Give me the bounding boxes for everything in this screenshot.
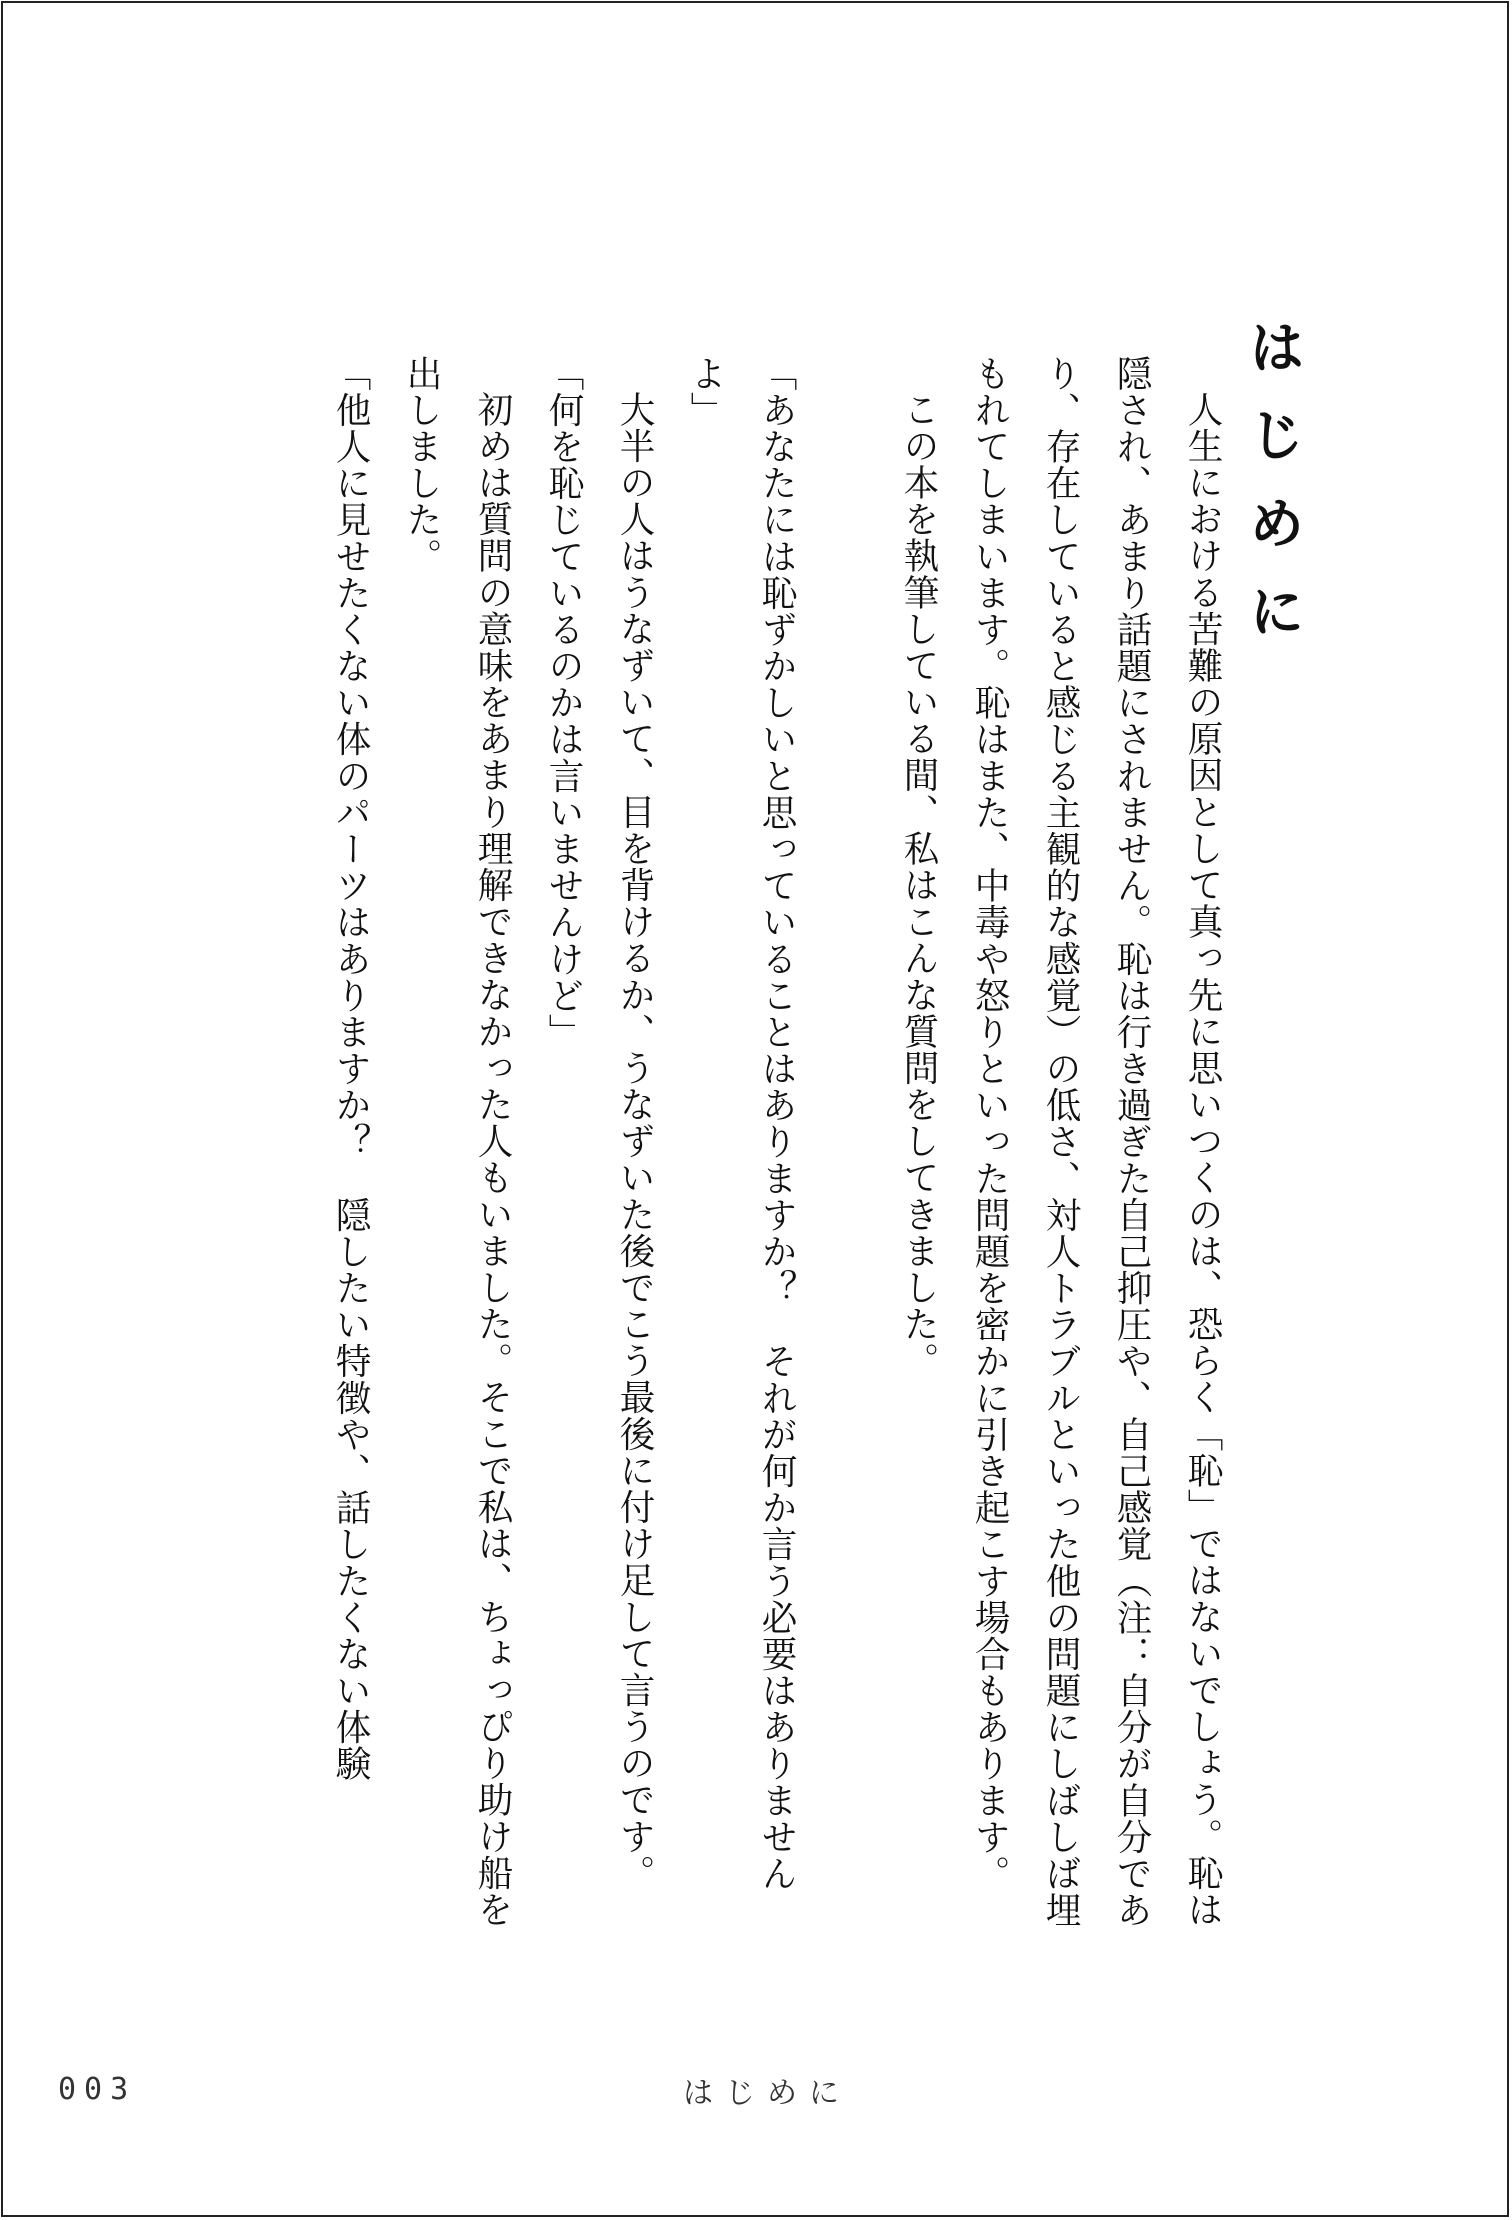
page-number: 003 (58, 2072, 137, 2107)
paragraph: 初めは質問の意味をあまり理解できなかった人もいました。そこで私は、ちょっぴり助け船を出しました。 (401, 355, 513, 1928)
body-text (158, 355, 1238, 1935)
quote-paragraph: 「他人に見せたくない体のパーツはありますか？ 隠したい特徴や、話したくない体験 (330, 355, 371, 1783)
paragraph: 人生における苦難の原因として真っ先に思いつくのは、恐らく「恥」ではないでしょう。恥は隠され、あまり話題にされません。恥は行き過ぎた自己抑圧や、自己感覚（注：自分が自分であり、存在していると感じる主観的な感覚）の低さ、対人トラブルといった他の問題にしばしば埋もれてしまいます。恥はまた、中毒や怒りといった問題を密かに引き起こす場合もあります。 (969, 355, 1223, 1929)
paragraph: 大半の人はうなずいて、目を背けるか、うなずいた後でこう最後に付け足して言うのです。 (614, 390, 655, 1891)
paragraph: この本を執筆している間、私はこんな質問をしてきました。 (898, 390, 939, 1379)
quote-paragraph: 「あなたには恥ずかしいと思っていることはありますか？ それが何か言う必要はありませんよ」 (685, 355, 797, 1892)
chapter-title: はじめに (1240, 318, 1305, 670)
quote-paragraph: 「何を恥じているのかは言いませんけど」 (543, 355, 584, 1051)
running-head: はじめに (683, 2076, 851, 2111)
